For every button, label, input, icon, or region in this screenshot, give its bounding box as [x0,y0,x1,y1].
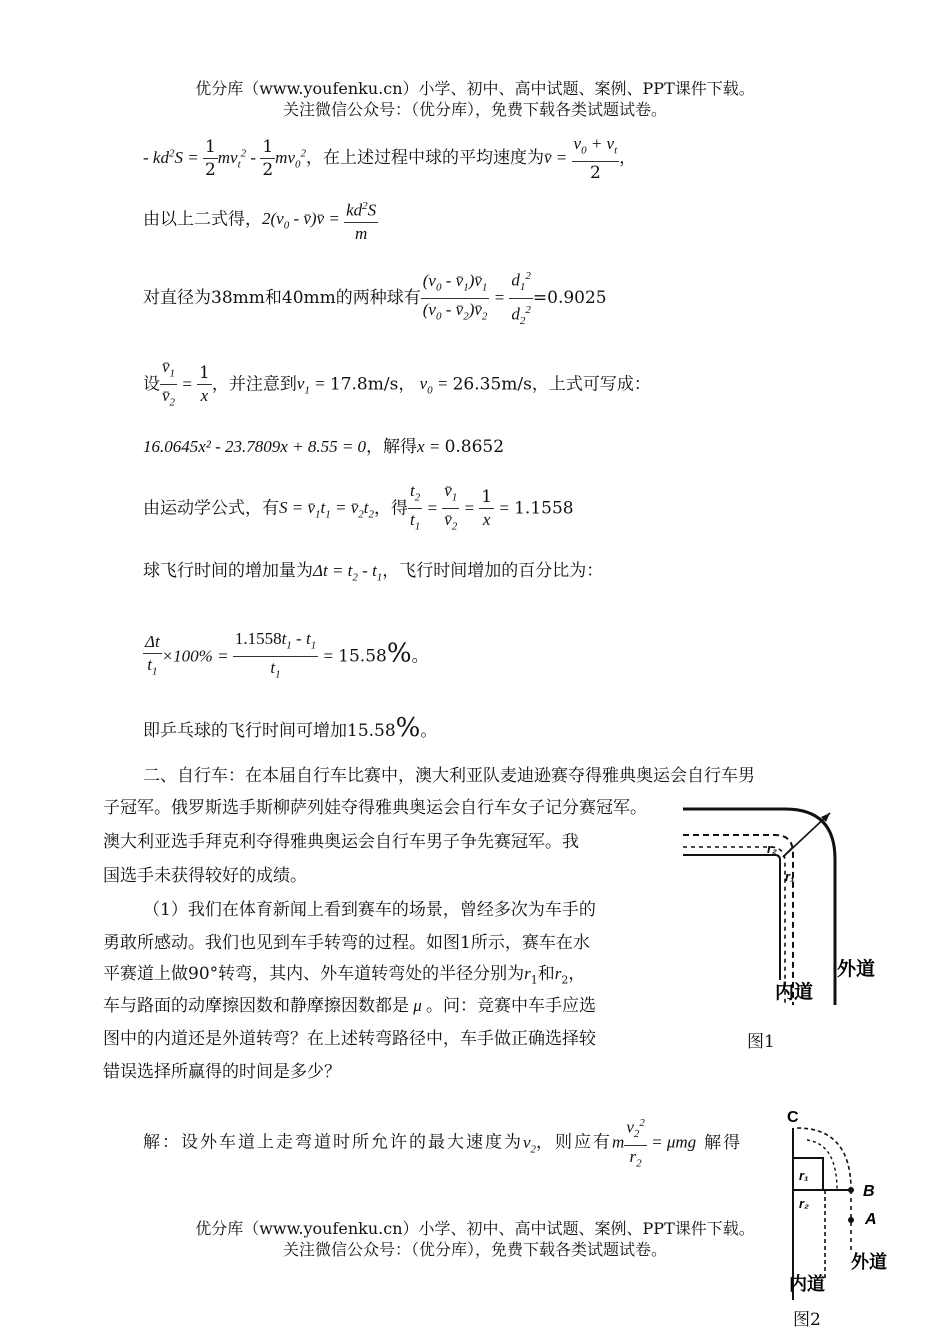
question-line6: 错误选择所赢得的时间是多少？ [103,1062,341,1082]
figure1-outer-dashed [683,835,793,1005]
quadratic-equation: 16.0645x² - 23.7809x + 8.55 = 0 [143,437,367,456]
figure2-outer-label: 外道 [851,1252,887,1273]
figure2-label-a: A [865,1211,877,1228]
unit-text: m/s，上式可写成： [501,374,651,395]
unit-text: m/s， [367,374,416,395]
equation-substitution: 设 $\frac{v̄_1}{v̄_2}$ = $\frac{1}{x}$ ，并注意到$v_1 = 17.8m/s$， $v_0 = 26.35m/s$，上式可写成： [143,357,651,409]
solution-line: 解：设外车道上走弯道时所允许的最大速度为$v_2$，则应有m $\frac{v_2^2}{r_2}$ = μmg 解得 [143,1112,742,1174]
question-line2: 勇敢所感动。我们也见到车手转弯的过程。如图1所示，赛车在水 [103,933,590,953]
figure1-inner-line [683,855,780,980]
section-para-line3: 澳大利亚选手拜克利夺得雅典奥运会自行车男子争先赛冠军。我 [103,832,579,852]
v1-value: 17.8 [329,374,368,395]
figure1-r1-arrow [783,847,793,857]
question-line1: （1）我们在体育新闻上看到赛车的场景，曾经多次为车手的 [143,900,596,920]
figure1-outer-line [683,809,835,1005]
equation-text: 设 [143,374,160,395]
equation-text: 由运动学公式，有 [143,498,279,519]
figure1-inner-dashed [683,847,785,1005]
solution-text: 解：设外车道上走弯道时所允许的最大速度为 [143,1132,523,1153]
page-header-line2: 关注微信公众号：（优分库），免费下载各类试题试卷。 [282,100,667,119]
figure1-r2-label: r₂ [767,841,778,856]
section-para-line2: 子冠军。俄罗斯选手斯柳萨列娃夺得雅典奥运会自行车女子记分赛冠军。 [103,798,647,818]
equation-combined: 由以上二式得，$2(v_0$ - v̄)v̄ = $\frac{kd^2S}{m}$ [143,195,378,245]
equation-percentage: $\frac{\Delta t}{t_1}$ ×100% = $\frac{1.1558t_1 - t_1}{t_1}$ = 15.58%。 [145,629,429,681]
percent-value: 15.58 [347,721,396,741]
equation-text: 球飞行时间的增加量为 [143,561,313,581]
figure2-track-diagram [785,1100,905,1305]
end-mark: 。 [420,721,438,741]
figure2-inner-label: 内道 [789,1274,825,1295]
equation-text: ，解得 [366,437,418,457]
equation-time-increase: 球飞行时间的增加量为$\Delta t = t_2 - t_1$，飞行时间增加的百分比为： [143,561,604,584]
equation-text: 对直径为38mm和40mm的两种球有 [143,288,421,309]
figure1-inner-label: 内道 [775,981,814,1003]
question-text: 平赛道上做90°转弯，其内、外车道转弯处的半径分别为 [103,964,525,984]
figure1-outer-label: 外道 [837,958,876,980]
percent-value: 15.58 [338,646,387,667]
equation-text: ，并注意到 [211,374,297,395]
equation-ratio: 对直径为38mm和40mm的两种球有 $\frac{(v_0 - v̄_1)v̄_1}{(v_0 - v̄_2)v̄_2}$ = $\frac{d_1^2}{d_2^2}$ =0.9025 [143,265,607,332]
figure2-r2-label: r₂ [799,1196,810,1211]
question-text: 车与路面的动摩擦因数和静摩擦因数都是 [103,996,409,1016]
solution-text: ，则应有 [536,1132,613,1153]
figure1-caption: 图1 [747,1032,775,1052]
equation-kinematics: 由运动学公式，有$S = v̄_1t_1$ = $v̄_2t_2$，得 $\frac{t_2}{t_1}$ = $\frac{v̄_1}{v̄_2}$ = $\frac{1}{x}$ = 1.1558 [143,481,574,533]
equation-text: ，在上述过程中球的平均速度为 [306,148,544,169]
question-line5: 图中的内道还是外道转弯？在上述转弯路径中，车手做正确选择较 [103,1029,596,1049]
solution-text: 解得 [704,1132,743,1153]
equation-value: =0.9025 [532,288,607,309]
figure1-track-diagram [675,795,900,1010]
conclusion-line: 即乒乓球的飞行时间可增加15.58%。 [143,713,438,743]
equation-text: 即乒乓球的飞行时间可增加 [143,721,347,741]
equation-text: ，得 [374,498,409,519]
equation-energy: - $kd^2S$ = $\frac{1}{2}$ $mv_t^2$ - $\frac{1}{2}$ $mv_0^2$，在上述过程中球的平均速度为v̄ = $\frac{v_0 + v_t}{2}$ ， [143,134,637,184]
figure2-point-b [848,1187,854,1193]
figure2-r1-label: r₁ [799,1168,809,1183]
section-para-line4: 国选手未获得较好的成绩。 [103,866,307,886]
section-para-line1: 二、自行车：在本届自行车比赛中，澳大利亚队麦迪逊赛夺得雅典奥运会自行车男 [143,766,755,786]
x-value: 0.8652 [444,437,505,457]
equation-quadratic: 16.0645x² - 23.7809x + 8.55 = 0，解得x = 0.8652 [143,437,505,457]
page-footer-line2: 关注微信公众号：（优分库），免费下载各类试题试卷。 [282,1240,667,1259]
equation-text: 由以上二式得， [143,209,262,230]
page-footer-line1: 优分库（www.youfenku.cn）小学、初中、高中试题、案例、PPT课件下载。 [195,1219,755,1238]
figure1-r1-label: r₁ [785,869,795,884]
question-text: 。问：竞赛中车手应选 [426,996,597,1016]
figure2-caption: 图2 [793,1310,821,1330]
v0-value: 26.35 [452,374,502,395]
equation-text: ，飞行时间增加的百分比为： [382,561,604,581]
end-mark: 。 [411,646,429,667]
figure2-label-c: C [787,1109,799,1126]
page-header-line1: 优分库（www.youfenku.cn）小学、初中、高中试题、案例、PPT课件下载。 [195,79,755,98]
coef-value: 1.1558 [234,629,282,648]
question-line4: 车与路面的动摩擦因数和静摩擦因数都是 μ 。问：竞赛中车手应选 [103,996,597,1016]
question-line3: 平赛道上做90°转弯，其内、外车道转弯处的半径分别为$r_1$和$r_2$， [103,964,586,987]
ratio-value: 1.1558 [514,498,574,519]
figure2-label-b: B [863,1183,875,1200]
